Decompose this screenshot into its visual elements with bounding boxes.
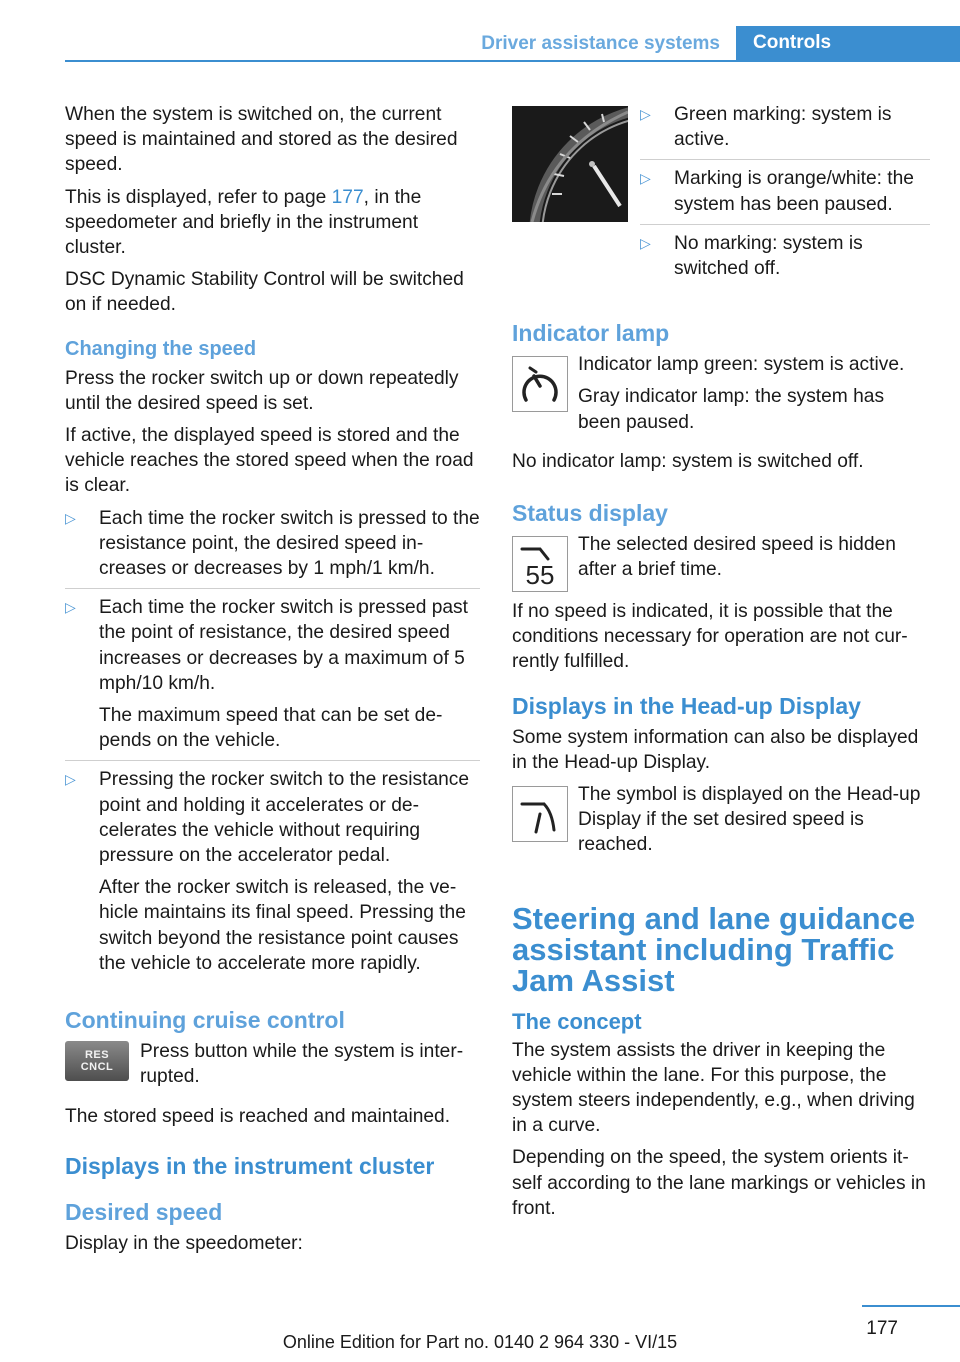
triangle-bullet-icon: ▷: [65, 771, 76, 788]
status-speed-value: 55: [525, 560, 555, 591]
paragraph: The stored speed is reached and maintained.: [65, 1105, 451, 1127]
paragraph: Some system information can also be displayed in the Head-up Display.: [512, 726, 919, 773]
heading-status-display: Status display: [512, 500, 668, 527]
heading-continuing-cruise-control: Continuing cruise control: [65, 1007, 345, 1034]
speedometer-dial-icon: [512, 106, 628, 222]
paragraph: Indicator lamp green: system is active.: [578, 354, 905, 376]
heading-head-up-display: Displays in the Head-up Display: [512, 692, 861, 719]
paragraph: If active, the displayed speed is stored and the vehicle reaches the stored speed when the road is clear.: [65, 425, 474, 497]
hud-symbol-row: [512, 782, 930, 865]
header-rule: [65, 60, 960, 62]
heading-indicator-lamp: Indicator lamp: [512, 320, 670, 347]
paragraph: Gray indicator lamp: the system has been paused.: [578, 386, 885, 433]
paragraph: This is displayed, refer to page 177, in the speedometer and briefly in the instrument cluster.: [65, 186, 422, 259]
triangle-bullet-icon: ▷: [640, 234, 651, 251]
paragraph: DSC Dynamic Stability Control will be switched on if needed.: [65, 269, 464, 316]
heading-the-concept: The concept: [512, 1008, 642, 1034]
triangle-bullet-icon: ▷: [65, 599, 76, 616]
speedometer-marking-image: [512, 106, 628, 222]
heading-desired-speed: Desired speed: [65, 1198, 223, 1225]
list-item-note: The maximum speed that can be set depends on the vehicle.: [99, 705, 443, 752]
status-display-row: [512, 532, 930, 592]
cruise-control-speedometer-icon: [518, 362, 562, 406]
speed-marker-icon: [518, 545, 562, 561]
list-item: ▷ Pressing the rocker switch to the resistance point and holding it accelerates or decelerates the vehicle without requiring pressure on the accelerator pedal. After the rocker switch is released, the vehicle maintains its final speed. Pressing the switch beyond the resistance point causes the vehicle to accelerate more rapidly.: [65, 767, 480, 983]
left-column: [65, 102, 480, 1263]
marking-status-list: [640, 102, 930, 288]
list-item: ▷ No marking: system is switched off.: [640, 232, 863, 280]
paragraph: The selected desired speed is hidden after a brief time.: [578, 534, 896, 581]
heading-steering-lane-guidance: Steering and lane guidance assistant including Traffic Jam Assist: [512, 900, 916, 998]
paragraph: If no speed is indicated, it is possible that the conditions necessary for operation are not currently fulfilled.: [512, 601, 908, 673]
list-item: ▷ Each time the rocker switch is pressed to the resistance point, the desired speed increases or decreases by 1 mph/1 km/h.: [65, 506, 480, 590]
bullet-list: [65, 506, 480, 983]
paragraph: No indicator lamp: system is switched off.: [512, 450, 864, 472]
res-cncl-button-icon: RES CNCL: [65, 1041, 129, 1081]
running-header-section: Driver assistance systems: [481, 33, 720, 54]
list-item: ▷ Marking is orange/white: the system has been paused.: [640, 166, 930, 224]
paragraph: Display in the speedometer:: [65, 1232, 303, 1254]
list-item-note: After the rocker switch is released, the vehicle maintains its final speed. Pressing the switch beyond the resistance point causes the vehicle to accelerate more rapidly.: [99, 877, 466, 974]
running-header-chapter-tab: Controls: [736, 26, 960, 62]
heading-displays-instrument-cluster: Displays in the instrument cluster: [65, 1152, 435, 1179]
paragraph: When the system is switched on, the current speed is maintained and stored as the desired speed.: [65, 104, 458, 176]
page-reference-link[interactable]: 177: [331, 186, 364, 208]
status-display-box: [512, 536, 568, 592]
heading-changing-speed: Changing the speed: [65, 337, 257, 360]
res-button-row: [65, 1039, 480, 1096]
right-column: [512, 102, 930, 1228]
list-item: ▷ Green marking: system is active.: [640, 102, 930, 160]
triangle-bullet-icon: ▷: [640, 170, 651, 187]
paragraph: The symbol is displayed on the Head-up Display if the set desired speed is reached.: [578, 784, 921, 856]
indicator-lamp-row: [512, 352, 930, 442]
triangle-bullet-icon: ▷: [65, 509, 76, 526]
paragraph: The system assists the driver in keeping the vehicle within the lane. For this purpose, the system steers independently, e.g., when driving in a curve.: [512, 1039, 915, 1137]
hud-desired-speed-icon: [518, 792, 562, 836]
page-number: 177: [866, 1318, 898, 1339]
list-item: ▷ Each time the rocker switch is pressed past the point of resistance, the desired speed increases or decreases by a maximum of 5 mph/10 km/h. The maximum speed that can be set depends on the vehicle.: [65, 595, 480, 761]
hud-symbol-box: [512, 786, 568, 842]
paragraph: Press button while the system is interrupted.: [140, 1041, 464, 1088]
indicator-lamp-box: [512, 356, 568, 412]
footer-rule: [862, 1305, 960, 1307]
paragraph: Press the rocker switch up or down repeatedly until the desired speed is set.: [65, 367, 459, 414]
footer-edition: Online Edition for Part no. 0140 2 964 330 - VI/15: [282, 1332, 678, 1352]
paragraph: Depending on the speed, the system orients itself according to the lane markings or vehicles in front.: [512, 1147, 926, 1219]
speedometer-row: [512, 102, 930, 294]
triangle-bullet-icon: ▷: [640, 106, 651, 122]
